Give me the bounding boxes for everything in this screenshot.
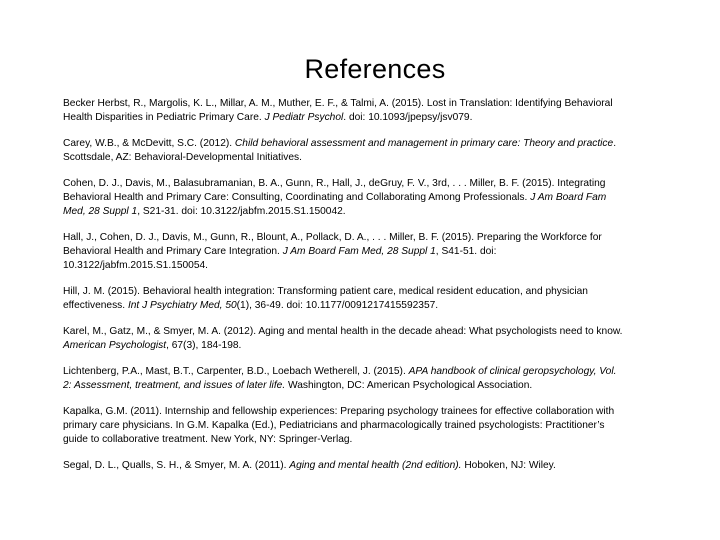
- reference-italic: Child behavioral assessment and management in primary care: Theory and practice: [234, 138, 614, 149]
- page-title: References: [304, 54, 446, 84]
- reference-italic: J Pediatr Psychol: [264, 112, 344, 123]
- reference-tail: , S41-51. doi: 10.3122/jabfm.2015.S1.150054.: [63, 246, 497, 271]
- reference-item: [63, 325, 623, 353]
- reference-tail: . Scottsdale, AZ: Behavioral-Developmental Initiatives.: [63, 138, 617, 163]
- reference-italic: Aging and mental health (2nd edition).: [289, 460, 462, 471]
- reference-item: [63, 285, 623, 313]
- reference-tail: , 67(3), 184-198.: [166, 340, 242, 351]
- reference-text: Cohen, D. J., Davis, M., Balasubramanian, B. A., Gunn, R., Hall, J., deGruy, F. V., 3rd, . . . Miller, B. F. (2015). Integrating Behavioral Health and Primary Care: Consulting, Coordinating and Collaborating Among Professionals.: [63, 178, 606, 203]
- reference-text: Kapalka, G.M. (2011). Internship and fellowship experiences: Preparing psychology trainees for effective collaboration with primary care physicians. In G.M. Kapalka (Ed.), Pediatricians and pharmacologically trained psychologists: Practitioner’s guide to collaborative treatment. New York, NY: Springer-Verlag.: [63, 406, 615, 445]
- reference-item: [63, 459, 623, 473]
- reference-item: [63, 405, 623, 447]
- reference-list: [63, 97, 623, 485]
- reference-italic: J Am Board Fam Med, 28 Suppl 1: [282, 246, 436, 257]
- reference-italic: APA handbook of clinical geropsychology, Vol. 2: Assessment, treatment, and issues of later life.: [63, 366, 617, 391]
- reference-text: Hill, J. M. (2015). Behavioral health integration: Transforming patient care, medical resident education, and physician effectiveness.: [63, 286, 588, 311]
- reference-item: [63, 97, 623, 125]
- reference-text: Lichtenberg, P.A., Mast, B.T., Carpenter, B.D., Loebach Wetherell, J. (2015).: [63, 366, 409, 377]
- reference-text: Becker Herbst, R., Margolis, K. L., Millar, A. M., Muther, E. F., & Talmi, A. (2015). Lost in Translation: Identifying Behavioral Health Disparities in Pediatric Primary Care.: [63, 98, 613, 123]
- reference-item: [63, 365, 623, 393]
- reference-text: Segal, D. L., Qualls, S. H., & Smyer, M. A. (2011).: [63, 460, 290, 471]
- reference-tail: . doi: 10.1093/jpepsy/jsv079.: [343, 112, 473, 123]
- reference-text: Karel, M., Gatz, M., & Smyer, M. A. (2012). Aging and mental health in the decade ahead: What psychologists need to know.: [63, 326, 623, 337]
- reference-italic: American Psychologist: [63, 340, 167, 351]
- reference-text: Hall, J., Cohen, D. J., Davis, M., Gunn, R., Blount, A., Pollack, D. A., . . . Miller, B. F. (2015). Preparing the Workforce for Behavioral Health and Primary Care Integration.: [63, 232, 602, 257]
- reference-italic: Int J Psychiatry Med, 50: [127, 300, 237, 311]
- reference-tail: , S21-31. doi: 10.3122/jabfm.2015.S1.150042.: [137, 206, 346, 217]
- reference-tail: Washington, DC: American Psychological Association.: [285, 380, 533, 391]
- reference-italic: J Am Board Fam Med, 28 Suppl 1: [63, 192, 607, 217]
- reference-item: [63, 137, 623, 165]
- reference-item: [63, 177, 623, 219]
- reference-item: [63, 231, 623, 273]
- reference-text: Carey, W.B., & McDevitt, S.C. (2012).: [63, 138, 235, 149]
- reference-tail: (1), 36-49. doi: 10.1177/0091217415592357.: [236, 300, 439, 311]
- reference-tail: Hoboken, NJ: Wiley.: [461, 460, 556, 471]
